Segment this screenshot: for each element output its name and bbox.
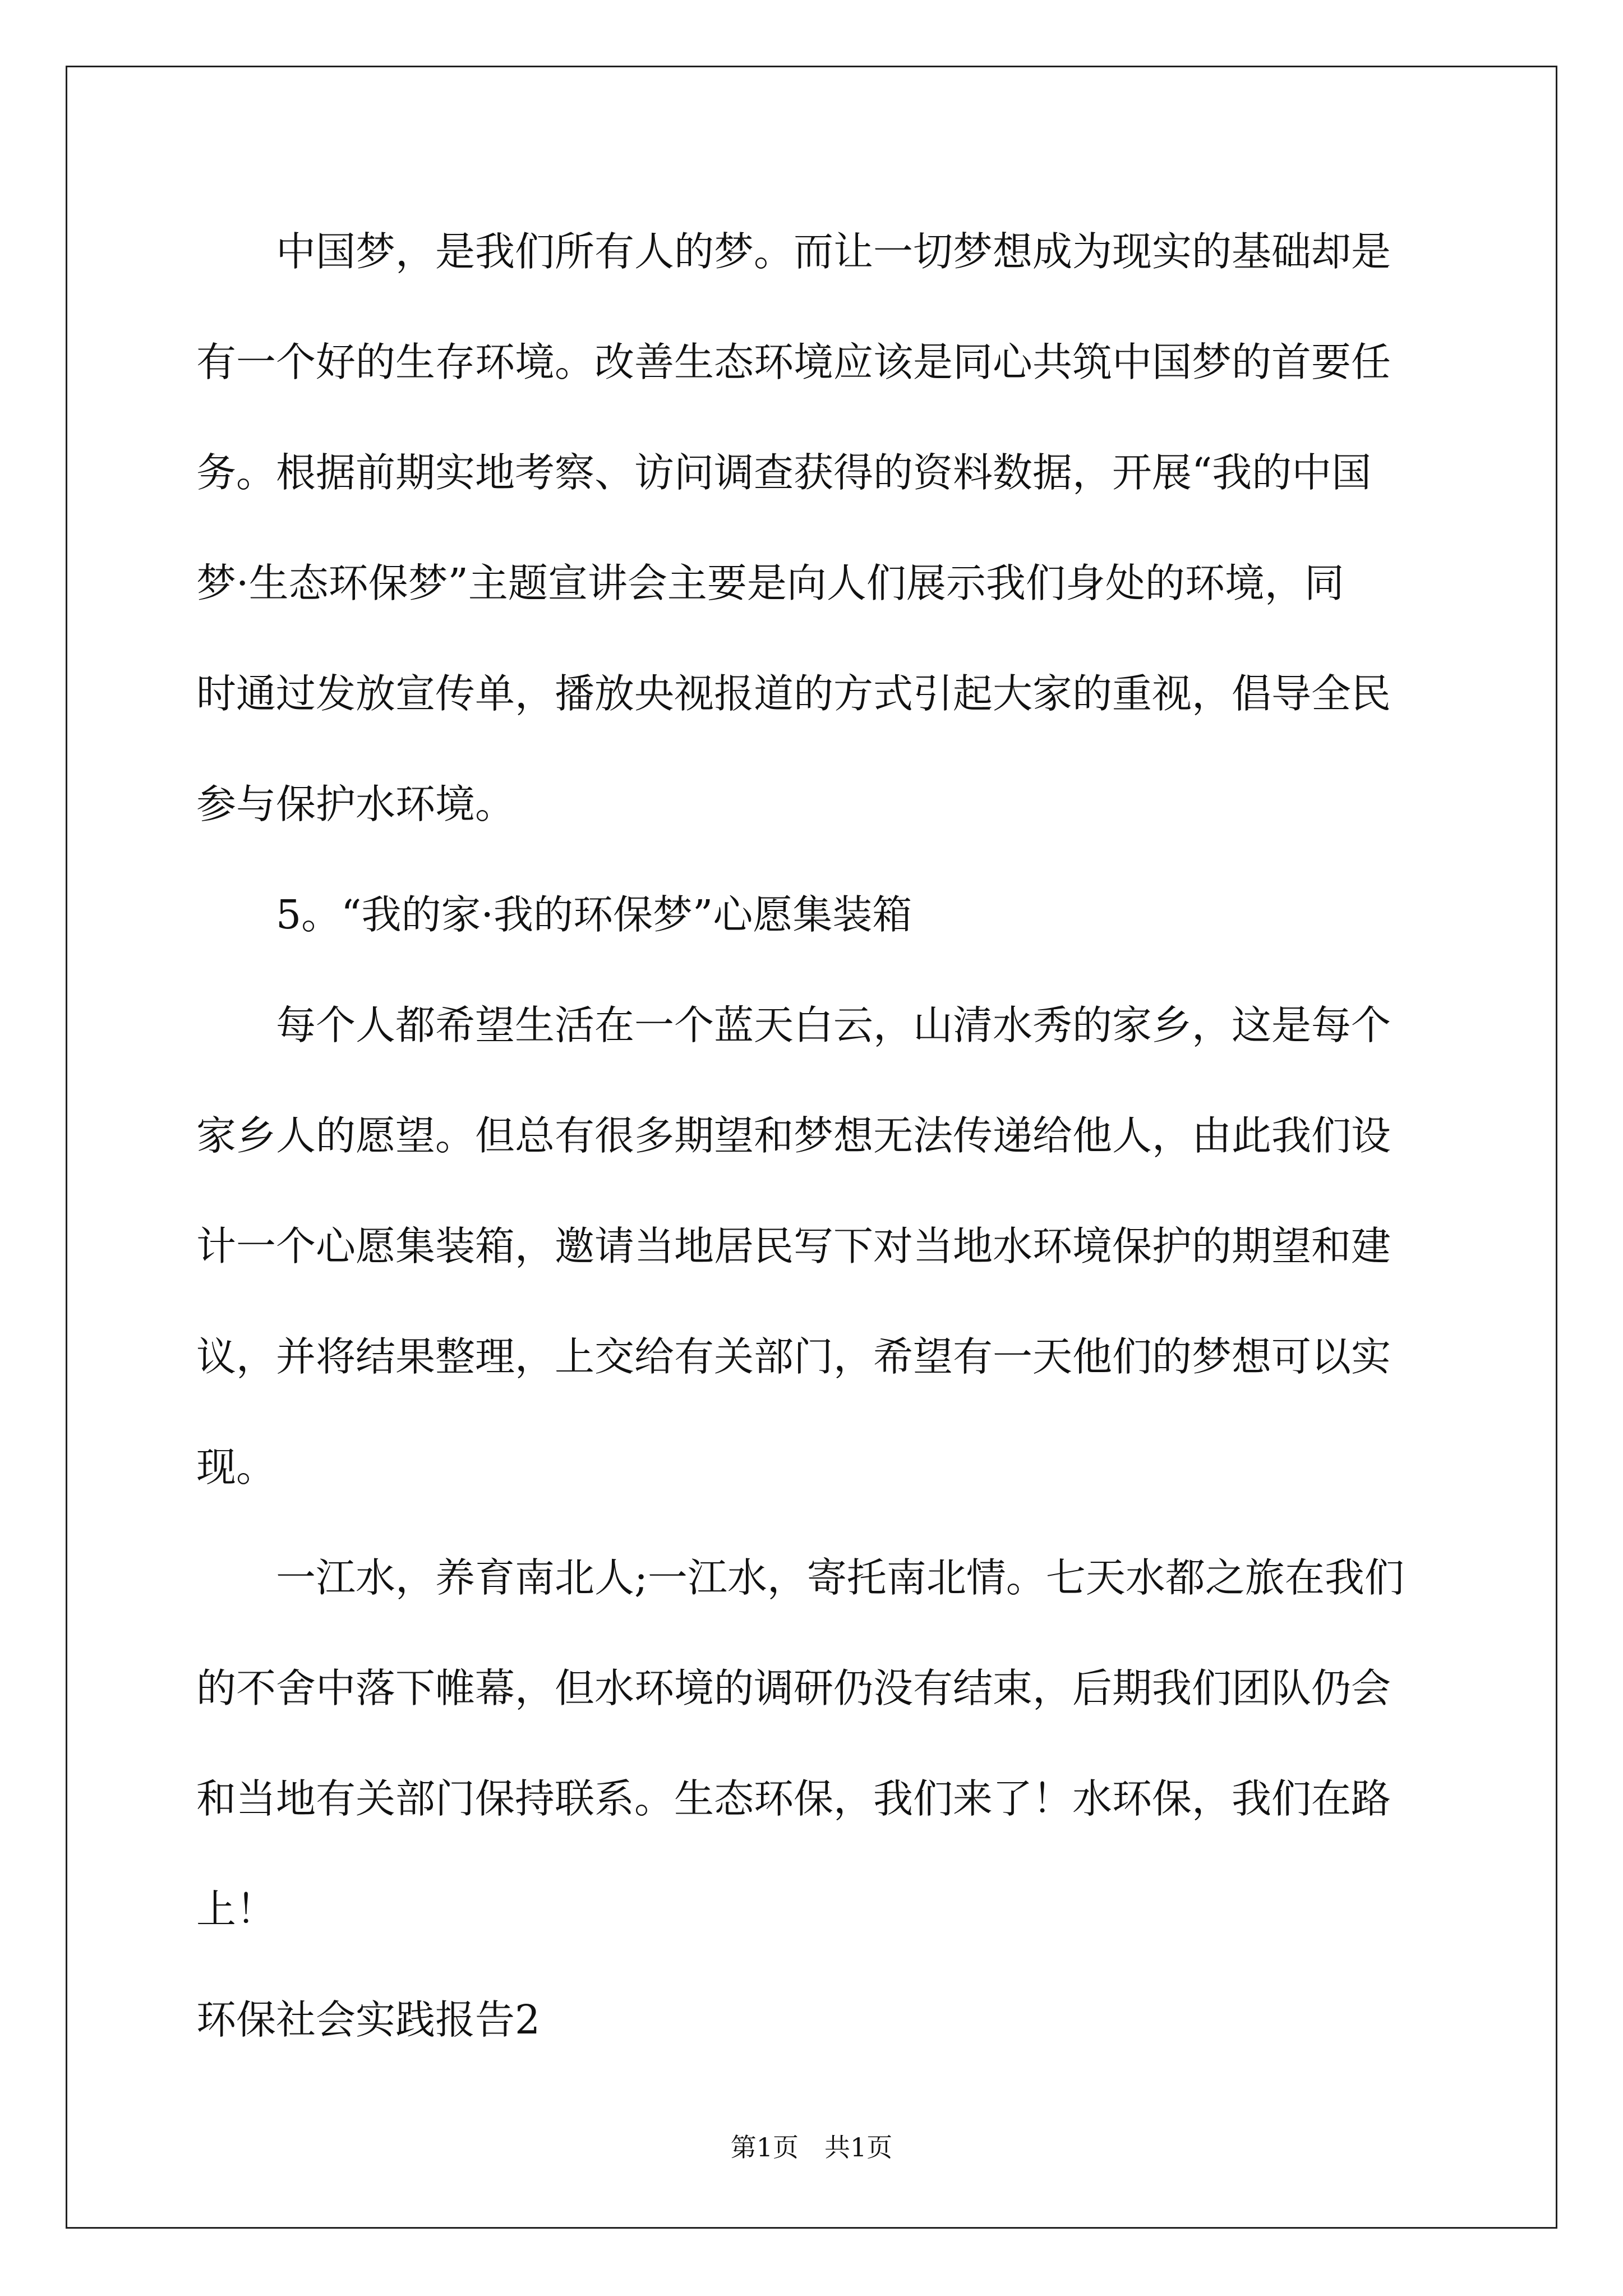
text-line: 和当地有关部门保持联系。生态环保，我们来了！水环保，我们在路 [196, 1775, 1391, 1822]
text-line: 参与保护水环境。 [196, 781, 515, 827]
text-line: 梦·生态环保梦”主题宣讲会主要是向人们展示我们身处的环境，同 [196, 560, 1344, 606]
text-line: 议，并将结果整理，上交给有关部门，希望有一天他们的梦想可以实 [196, 1333, 1391, 1380]
document-title: 环保社会实践报告2 [196, 1996, 541, 2043]
text-line: 务。根据前期实地考察、访问调查获得的资料数据，开展“我的中国 [196, 449, 1372, 496]
page-footer: 第1页 共1页 [730, 2132, 893, 2162]
text-line: 时通过发放宣传单，播放央视报道的方式引起大家的重视，倡导全民 [196, 670, 1391, 717]
text-line: 计一个心愿集装箱，邀请当地居民写下对当地水环境保护的期望和建 [196, 1223, 1391, 1269]
text-line: 现。 [196, 1444, 276, 1490]
text-line: 一江水，养育南北人;一江水，寄托南北情。七天水都之旅在我们 [196, 1554, 1404, 1601]
text-line: 家乡人的愿望。但总有很多期望和梦想无法传递给他人，由此我们设 [196, 1112, 1391, 1159]
text-line: 上！ [196, 1886, 276, 1932]
section-heading: 5。“我的家·我的环保梦”心愿集装箱 [196, 891, 912, 938]
text-line: 中国梦，是我们所有人的梦。而让一切梦想成为现实的基础却是 [196, 228, 1391, 275]
text-line: 有一个好的生存环境。改善生态环境应该是同心共筑中国梦的首要任 [196, 339, 1391, 385]
text-line: 每个人都希望生活在一个蓝天白云，山清水秀的家乡，这是每个 [196, 1002, 1391, 1048]
text-line: 的不舍中落下帷幕，但水环境的调研仍没有结束，后期我们团队仍会 [196, 1665, 1391, 1711]
